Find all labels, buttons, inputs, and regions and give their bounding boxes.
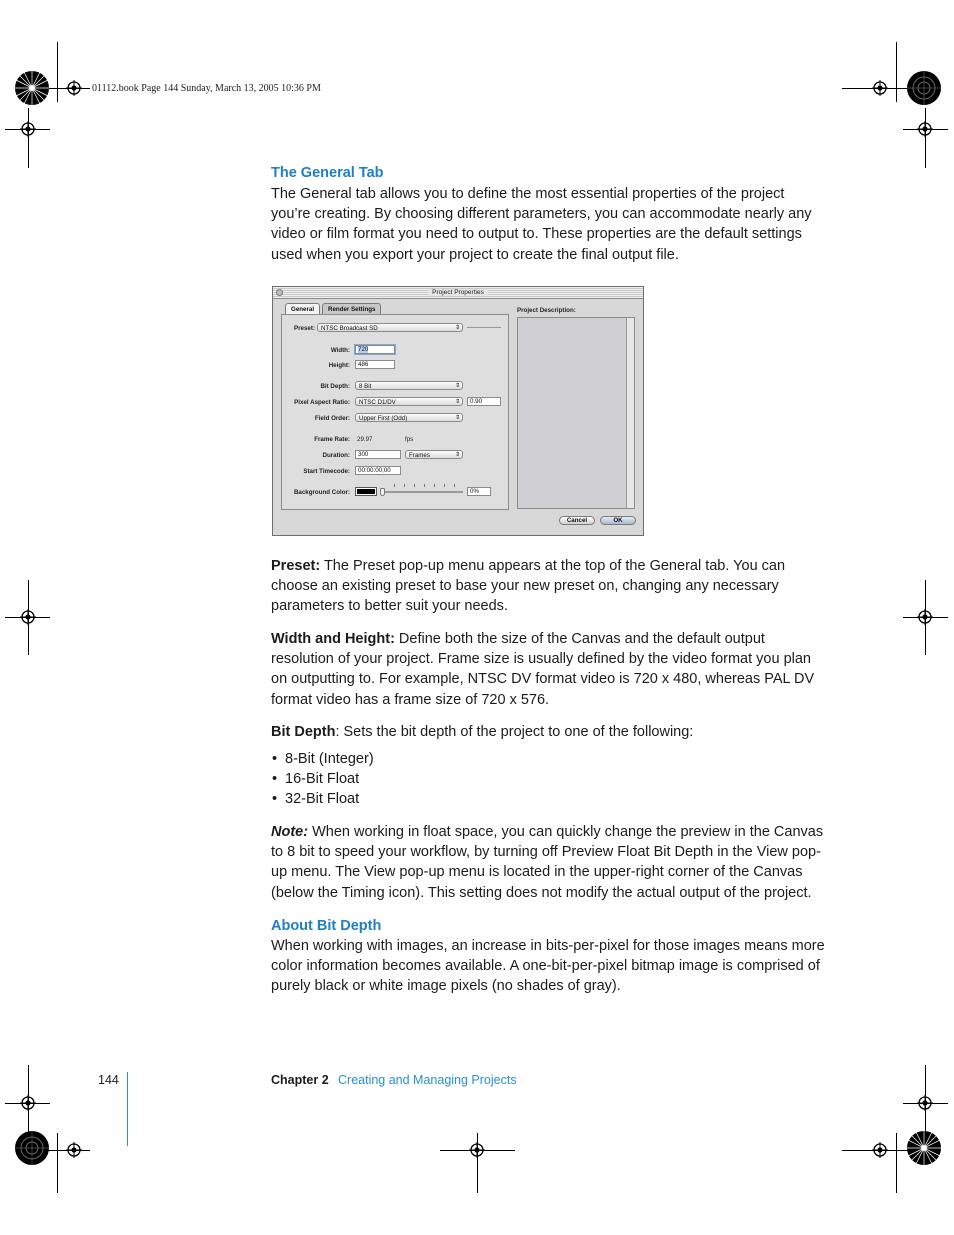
bit-depth-popup[interactable]: 8 Bit ⇕ xyxy=(355,381,463,390)
footer-chapter-title: Creating and Managing Projects xyxy=(338,1073,517,1087)
preset-divider xyxy=(467,327,501,328)
close-button[interactable] xyxy=(276,289,283,296)
general-tab-heading: The General Tab xyxy=(271,165,384,181)
page-number: 144 xyxy=(98,1073,119,1087)
tab-general[interactable]: General xyxy=(285,303,320,315)
registration-mark-icon xyxy=(66,1142,82,1158)
start-timecode-label: Start Timecode: xyxy=(303,468,350,475)
slider-tick xyxy=(404,484,405,487)
cancel-button[interactable]: Cancel xyxy=(559,516,595,525)
color-sunburst-icon xyxy=(14,70,50,106)
bit-depth-list xyxy=(271,749,691,810)
slider-tick xyxy=(424,484,425,487)
background-color-swatch[interactable] xyxy=(355,487,377,496)
field-order-label: Field Order: xyxy=(314,415,350,422)
opacity-slider-knob[interactable] xyxy=(380,488,385,496)
field-order-popup[interactable]: Upper First (Odd) ⇕ xyxy=(355,413,463,422)
registration-mark-icon xyxy=(917,609,933,625)
preset-label: Preset: xyxy=(294,325,315,332)
project-properties-dialog xyxy=(272,286,644,536)
footer-chapter: Chapter 2 xyxy=(271,1073,329,1087)
start-timecode-field[interactable]: 00:00:00;00 xyxy=(355,466,401,475)
background-color-label: Background Color: xyxy=(293,489,350,496)
bit-depth-label: Bit Depth: xyxy=(320,383,350,390)
registration-mark-icon xyxy=(66,80,82,96)
about-bit-depth-paragraph: When working with images, an increase in bits-per-pixel for those images means more color information becomes available. A one-bit-per-pixel bitmap image is comprised of purely black or white image pixels (no shades of gray). xyxy=(271,938,825,995)
width-label: Width: xyxy=(330,347,350,354)
opacity-slider-track[interactable] xyxy=(381,491,463,493)
registration-mark-icon xyxy=(469,1142,485,1158)
slider-tick xyxy=(444,484,445,487)
slider-tick xyxy=(394,484,395,487)
tab-render-settings[interactable]: Render Settings xyxy=(322,303,381,315)
bit-depth-paragraph xyxy=(271,722,827,742)
about-bit-depth-heading: About Bit Depth xyxy=(271,918,382,934)
dialog-title-bar xyxy=(273,287,643,299)
registration-mark-icon xyxy=(20,609,36,625)
height-field[interactable]: 486 xyxy=(355,360,395,369)
description-scrollbar[interactable] xyxy=(626,318,634,508)
list-item: • 16-Bit Float xyxy=(271,769,691,789)
note-text: When working in float space, you can quickly change the preview in the Canvas to 8 bit to speed your workflow, by turning off Preview Float Bit Depth in the View pop-up menu. The View pop-up menu is located in the upper-right corner of the Canvas (below the Timing icon). This setting does not modify the actual output of the project. xyxy=(271,824,824,901)
width-height-text: Define both the size of the Canvas and the default output resolution of your project. Frame size is usually defined by the video format you plan on outputting to. For example, NTSC DV format video is 720 x 480, whereas PAL DV format video has a frame size of 720 x 576. xyxy=(271,631,815,708)
width-height-term: Width and Height: xyxy=(271,631,395,647)
slider-tick xyxy=(454,484,455,487)
opacity-field[interactable]: 0% xyxy=(467,487,491,496)
bit-depth-text: : Sets the bit depth of the project to one of the following: xyxy=(335,724,694,740)
note-paragraph xyxy=(271,822,827,903)
gray-target-icon xyxy=(14,1130,50,1166)
preset-term: Preset: xyxy=(271,558,321,574)
width-value: 720 xyxy=(358,346,369,353)
registration-mark-icon xyxy=(872,80,888,96)
pixel-aspect-ratio-popup[interactable]: NTSC D1/DV ⇕ xyxy=(355,397,463,406)
frame-rate-label: Frame Rate: xyxy=(314,436,350,443)
general-tab-paragraph: The General tab allows you to define the most essential properties of the project you’re creating. By choosing different parameters, you can accommodate nearly any video or film format you need to output to. These properties are the default settings used when you export your project to create the final output file. xyxy=(271,186,812,263)
width-field[interactable] xyxy=(355,345,395,354)
duration-field[interactable]: 300 xyxy=(355,450,401,459)
pixel-aspect-ratio-label: Pixel Aspect Ratio: xyxy=(294,399,350,406)
ok-button[interactable]: OK xyxy=(600,516,636,525)
note-term: Note: xyxy=(271,824,309,840)
duration-label: Duration: xyxy=(322,452,350,459)
dialog-title: Project Properties xyxy=(428,289,488,296)
preset-text: The Preset pop-up menu appears at the top of the General tab. You can choose an existing preset to base your new preset on, changing any necessary parameters to better suit your needs. xyxy=(271,558,786,615)
registration-mark-icon xyxy=(917,1095,933,1111)
project-description-label: Project Description: xyxy=(517,307,576,314)
general-panel xyxy=(281,314,509,510)
footer-rule xyxy=(127,1072,128,1146)
width-height-paragraph xyxy=(271,629,827,710)
bit-depth-term: Bit Depth xyxy=(271,724,336,740)
pixel-aspect-value-field[interactable]: 0.90 xyxy=(467,397,501,406)
preset-popup[interactable]: NTSC Broadcast SD ⇕ xyxy=(317,323,463,332)
color-sunburst-icon xyxy=(906,1130,942,1166)
slider-tick xyxy=(414,484,415,487)
registration-mark-icon xyxy=(872,1142,888,1158)
print-slug: 01112.book Page 144 Sunday, March 13, 2005 10:36 PM xyxy=(92,83,321,94)
registration-mark-icon xyxy=(20,1095,36,1111)
gray-target-icon xyxy=(906,70,942,106)
height-label: Height: xyxy=(328,362,350,369)
frame-rate-unit: fps xyxy=(405,436,414,443)
registration-mark-icon xyxy=(20,121,36,137)
project-description-textarea[interactable] xyxy=(517,317,635,509)
slider-tick xyxy=(434,484,435,487)
list-item: • 8-Bit (Integer) xyxy=(271,749,691,769)
list-item: • 32-Bit Float xyxy=(271,789,691,809)
duration-unit-popup[interactable]: Frames ⇕ xyxy=(405,450,463,459)
preset-paragraph xyxy=(271,556,827,617)
frame-rate-value: 29.97 xyxy=(357,436,373,443)
registration-mark-icon xyxy=(917,121,933,137)
